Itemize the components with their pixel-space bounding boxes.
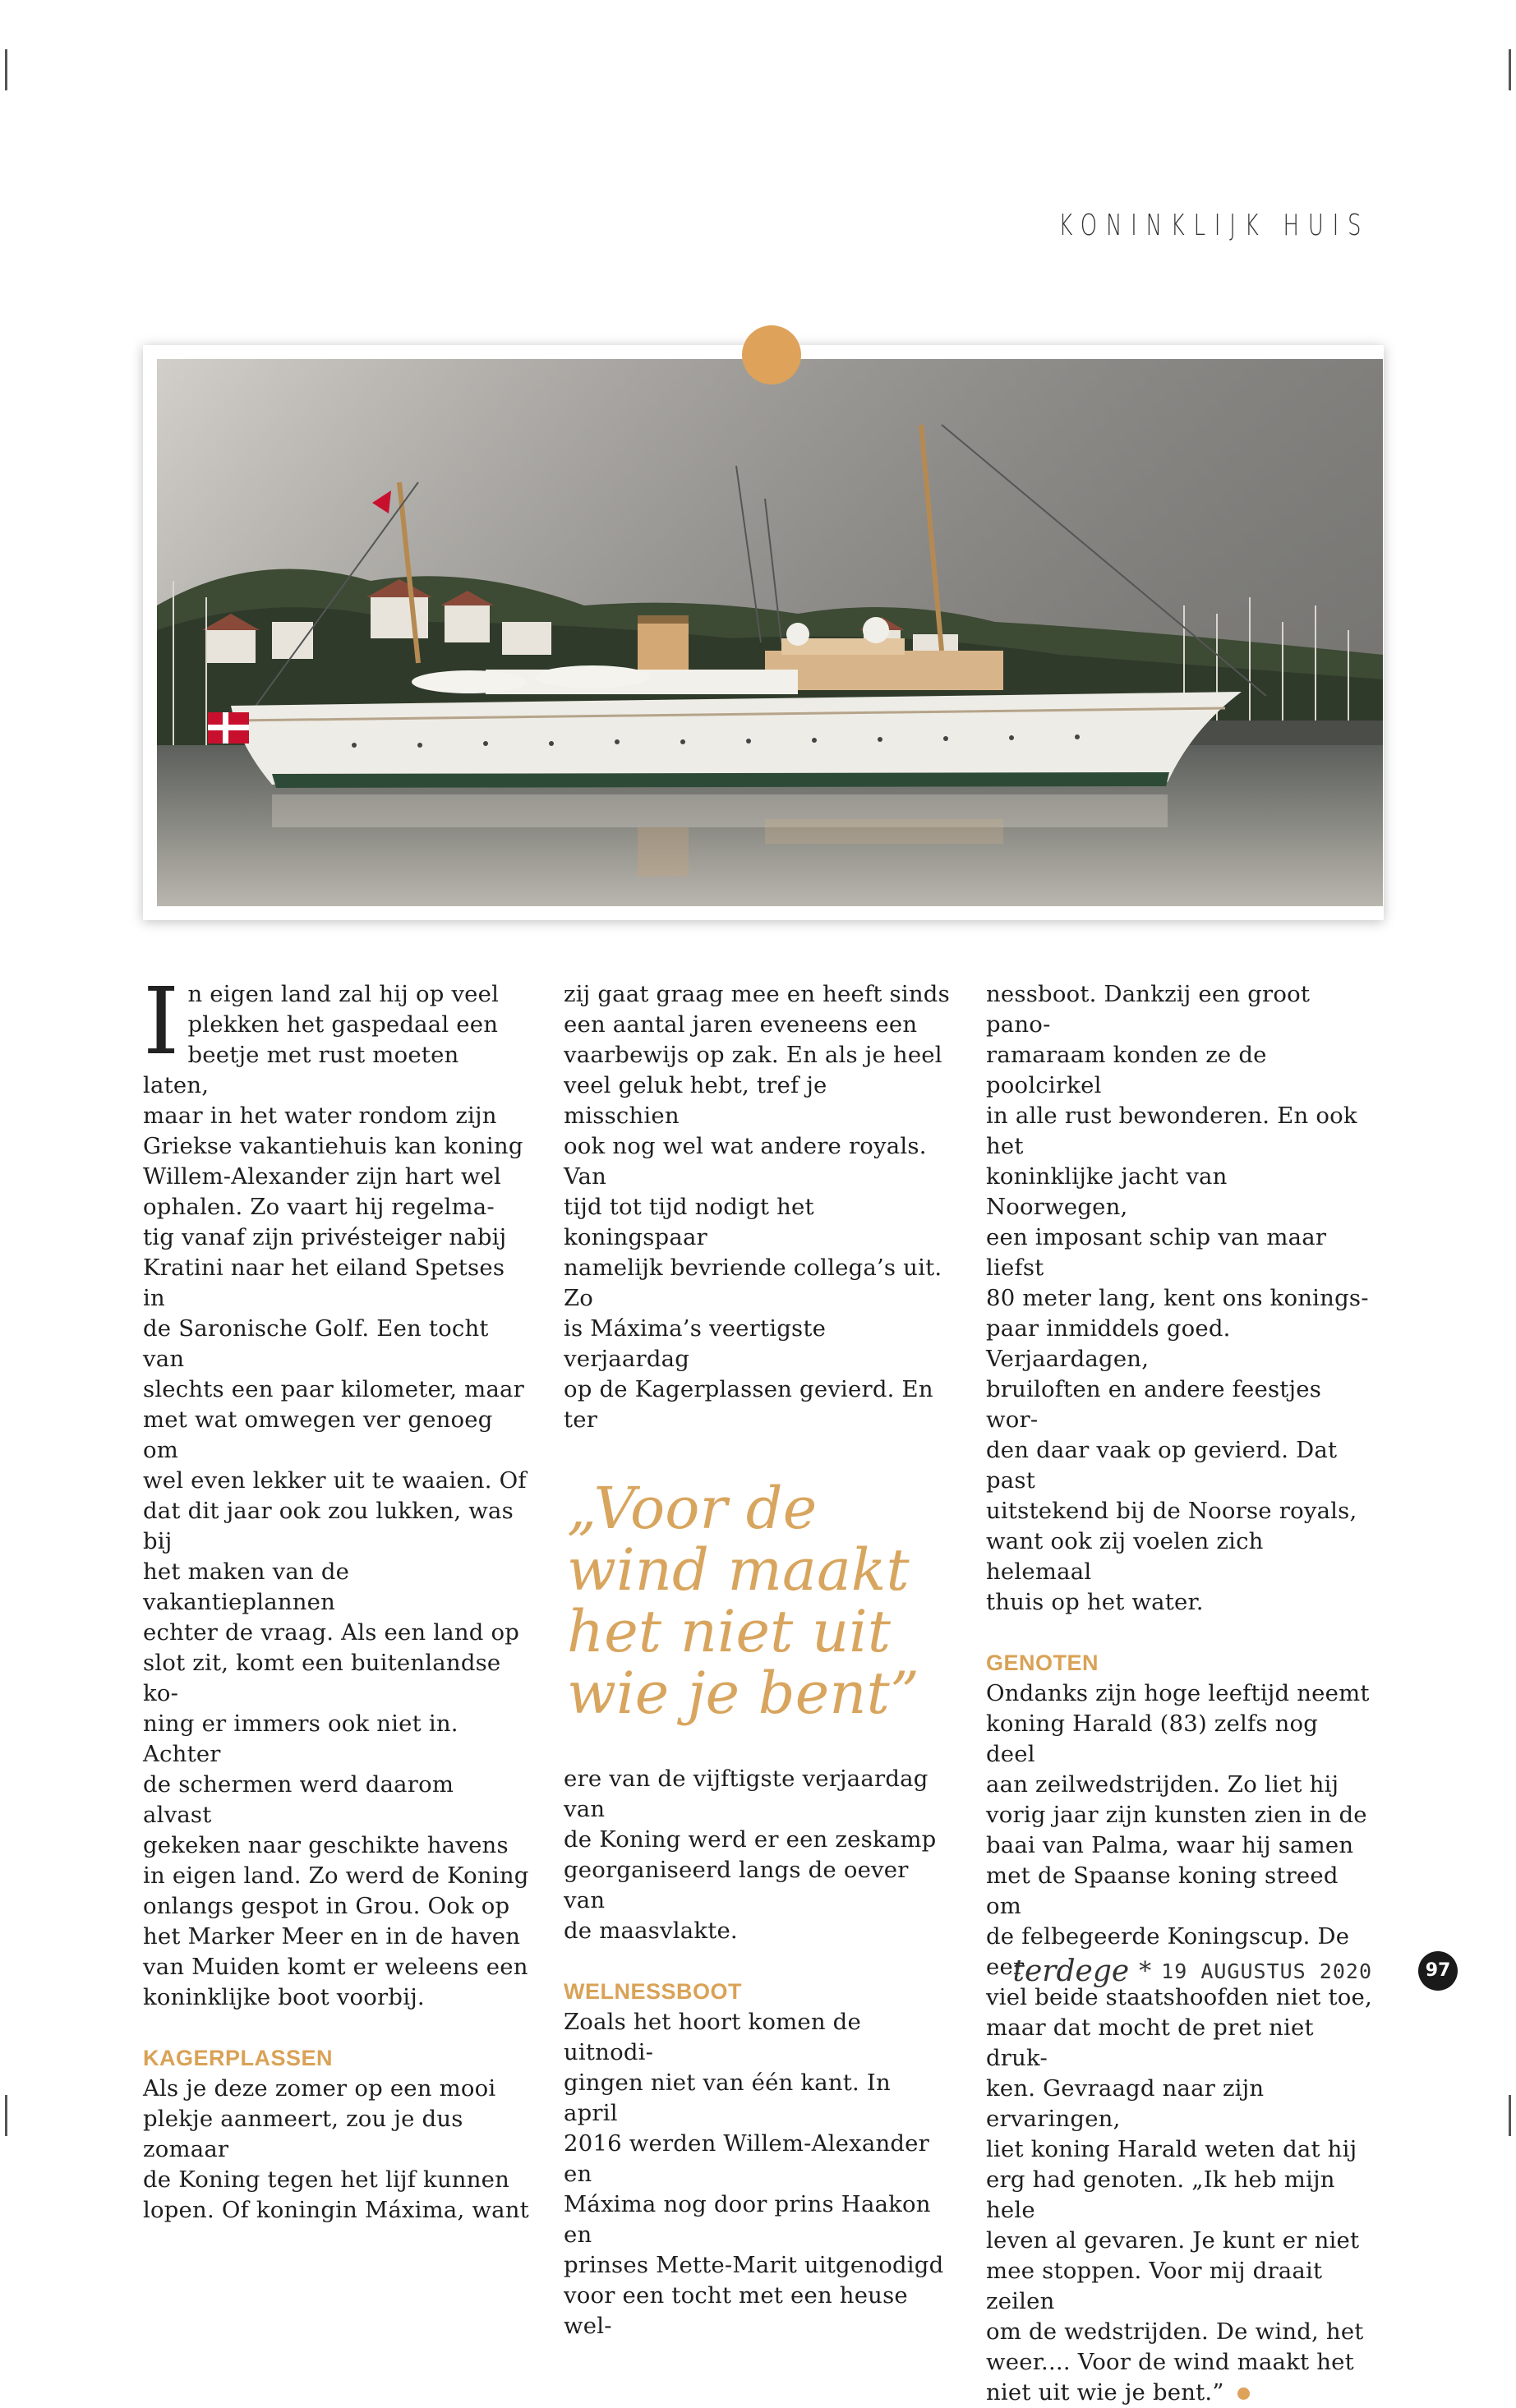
article-column-2 — [564, 979, 950, 2341]
paragraph-kagerplassen: Als je deze zomer op een mooi plekje aanmeert, zou je dus zomaar de Koning tegen het lijf kunnen lopen. Of koningin Máxima, want — [143, 2075, 529, 2223]
intro-paragraph: n eigen land zal hij op veel plekken het gaspedaal een beetje met rust moeten laten, maar in het water rondom zijn Griekse vakantiehuis kan koning Willem-Alexander zijn hart wel ophalen. Zo vaart hij regelma- tig vanaf zijn privésteiger nabij Kratini naar het eiland Spetses in de Saronische Golf. Een tocht van slechts een paar kilometer, maar met wat omwegen ver genoeg om wel even lekker uit te waaien. Of dat dit jaar ook zou lukken, was bij het maken van de vakantieplannen echter de vraag. Als een land op slot zit, komt een buitenlandse ko- ning er immers ook niet in. Achter de schermen werd daarom alvast gekeken naar geschikte havens in eigen land. Zo werd de Koning onlangs gespot in Grou. Ook op het Marker Meer en in de haven van Muiden komt er weleens een koninklijke boot voorbij. — [143, 981, 529, 2010]
issue-date: 19 AUGUSTUS 2020 — [1161, 1959, 1372, 1983]
subhead-kagerplassen: KAGERPLASSEN — [143, 2046, 334, 2070]
crop-mark — [1509, 49, 1511, 90]
paragraph-noorwegen: nessboot. Dankzij een groot pano- ramaraam konden ze de poolcirkel in alle rust bewonderen. En ook het koninklijke jacht van Noorwegen, een imposant schip van maar liefst 80 meter lang, kent ons konings- paar inmiddels goed. Verjaardagen, bruiloften en andere feestjes wor- den daar vaak op gevierd. Dat past uitstekend bij de Noorse royals, want ook zij voelen zich helemaal thuis op het water. — [986, 981, 1369, 1615]
page-number: 97 — [1418, 1951, 1458, 1991]
photo-frame — [143, 345, 1384, 920]
article-column-3 — [986, 979, 1372, 2408]
paragraph-genoten — [986, 1678, 1372, 2408]
paragraph-genoten-text: Ondanks zijn hoge leeftijd neemt koning Harald (83) zelfs nog deel aan zeilwedstrijden. Zo liet hij vorig jaar zijn kunsten zien in de baai van Palma, waar hij samen met de Spaanse koning streed om de felbegeerde Koningscup. De eer viel beide staatshoofden niet toe, maar dat mocht de pret niet druk- ken. Gevraagd naar zijn ervaringen, liet koning Harald weten dat hij erg had genoten. „Ik heb mijn hele leven al gevaren. Je kunt er niet mee stoppen. Voor mij draait zeilen om de wedstrijden. De wind, het weer.... Voor de wind maakt het niet uit wie je bent.” — [986, 1680, 1372, 2406]
page-footer — [1012, 1954, 1372, 1988]
subhead-genoten: GENOTEN — [986, 1651, 1099, 1675]
crop-mark — [5, 2095, 7, 2136]
subhead-welnessboot: WELNESSBOOT — [564, 1979, 743, 2004]
drop-cap: I — [143, 969, 180, 1075]
section-label: KONINKLIJK HUIS — [1058, 209, 1370, 242]
footer-separator: * — [1139, 1957, 1152, 1986]
crop-mark — [5, 49, 7, 90]
pull-quote: „Voor de wind maakt het niet uit wie je bent” — [567, 1475, 919, 1727]
accent-dot — [742, 325, 801, 384]
article-column-1 — [143, 969, 529, 2226]
royal-yacht-photo — [157, 359, 1383, 906]
yacht-illustration — [157, 359, 1383, 906]
paragraph-welnessboot: Zoals het hoort komen de uitnodi- gingen niet van één kant. In april 2016 werden Willem-Alexander en Máxima nog door prins Haakon en prinses Mette-Marit uitgenodigd voor een tocht met een heuse wel- — [564, 2009, 944, 2339]
magazine-logo: terdege — [1012, 1954, 1130, 1988]
paragraph-zeskamp: ere van de vijftigste verjaardag van de Koning werd er een zeskamp georganiseerd langs de oever van de maasvlakte. — [564, 1766, 937, 1944]
paragraph-royals: zij gaat graag mee en heeft sinds een aantal jaren eveneens een vaarbewijs op zak. En als je heel veel geluk hebt, tref je misschien ook nog wel wat andere royals. Van tijd tot tijd nodigt het koningspaar namelijk bevriende collega’s uit. Zo is Máxima’s veertigste verjaardag op de Kagerplassen gevierd. En ter — [564, 981, 950, 1433]
crop-mark — [1509, 2095, 1511, 2136]
end-mark — [1237, 2387, 1250, 2400]
